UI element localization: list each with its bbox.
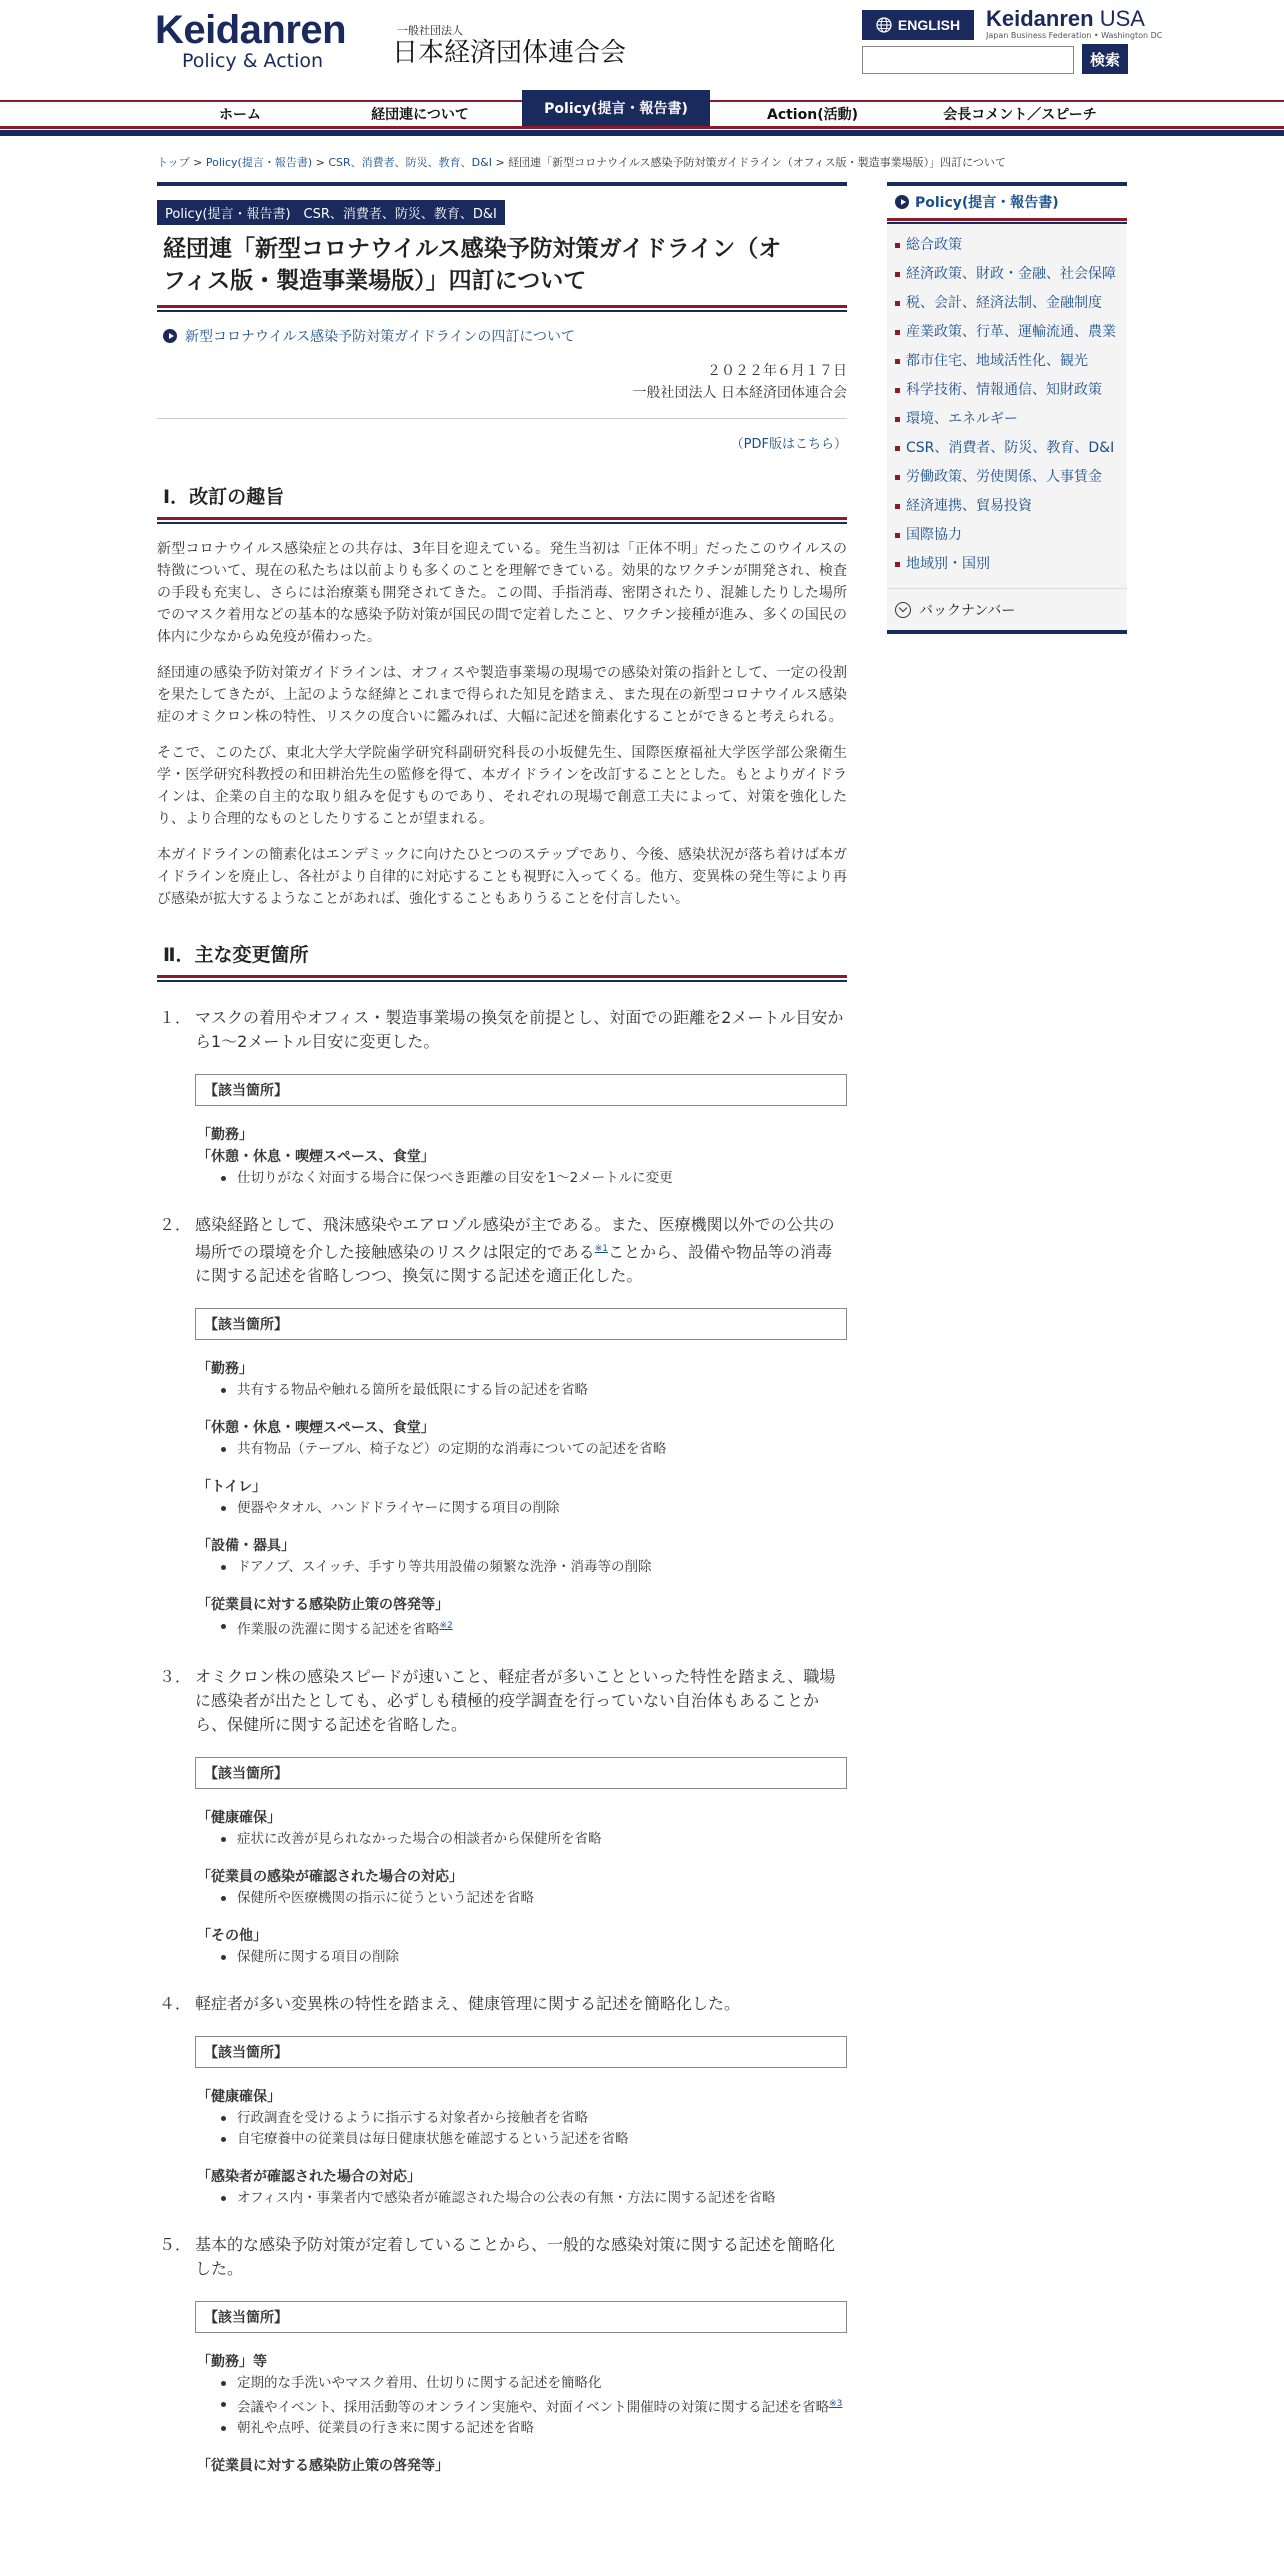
square-bullet-icon — [895, 446, 900, 451]
sidebar-item-labor[interactable] — [895, 466, 1119, 488]
breadcrumb-csr[interactable]: CSR、消費者、防災、教育、D&I — [328, 156, 492, 169]
sidebar-header-label: Policy(提言・報告書) — [915, 195, 1059, 211]
sidebar-bottom-rule — [887, 630, 1127, 634]
sidebar — [887, 182, 1127, 634]
site-header — [0, 0, 1284, 96]
item-text — [195, 1213, 847, 1288]
bullet-list — [217, 1947, 847, 1968]
applicable-box: 【該当箇所】 — [195, 2036, 847, 2068]
nav-policy[interactable]: Policy(提言・報告書) — [522, 90, 710, 126]
bullet-list — [217, 2373, 847, 2440]
list-item-text: 作業服の洗濯に関する記述を省略 — [237, 1621, 440, 1638]
nav-comments[interactable]: 会長コメント／スピーチ — [943, 107, 1097, 123]
category-label: Policy(提言・報告書) CSR、消費者、防災、教育、D&I — [157, 200, 505, 225]
item-number: ３． — [158, 1666, 191, 1686]
chevron-down-icon — [895, 602, 911, 618]
breadcrumb-sep: > — [189, 156, 206, 169]
sidebar-item-general[interactable] — [895, 234, 1119, 256]
bullet-list — [217, 1829, 847, 1850]
sidebar-list — [887, 224, 1127, 588]
breadcrumb-sep: > — [312, 156, 329, 169]
nav-about[interactable]: 経団連について — [371, 107, 469, 123]
list-item: 症状に改善が見られなかった場合の相談者から保健所を省略 — [217, 1829, 847, 1850]
section-2-title: Ⅱ．主な変更箇所 — [163, 944, 309, 966]
sub-heading: 「勤務」 — [197, 1127, 253, 1143]
page-title — [157, 233, 847, 297]
applicable-box: 【該当箇所】 — [195, 2301, 847, 2333]
divider — [157, 418, 847, 419]
sidebar-item-region[interactable] — [895, 553, 1119, 575]
sidebar-item-label[interactable]: 労働政策、労使関係、人事賃金 — [906, 469, 1102, 485]
section-1-title: Ⅰ．改訂の趣旨 — [163, 486, 285, 508]
keidanren-logo[interactable]: Keidanren — [155, 8, 347, 52]
item-text: 基本的な感染予防対策が定着していることから、一般的な感染対策に関する記述を簡略化した。 — [195, 2234, 836, 2278]
date-block — [157, 360, 847, 404]
square-bullet-icon — [895, 562, 900, 567]
globe-icon — [876, 17, 892, 33]
sidebar-item-label[interactable]: 経済連携、貿易投資 — [906, 498, 1032, 514]
title-line-2: フィス版・製造事業場版）」四訂について — [163, 268, 587, 294]
list-item: 保健所に関する項目の削除 — [217, 1947, 847, 1968]
list-item: 共有物品（テーブル、椅子など）の定期的な消毒についての記述を省略 — [217, 1439, 847, 1460]
related-link[interactable]: 新型コロナウイルス感染予防対策ガイドラインの四訂について — [185, 329, 576, 345]
sidebar-item-label[interactable]: CSR、消費者、防災、教育、D&I — [906, 440, 1115, 456]
pdf-link[interactable]: （PDF版はこちら） — [730, 437, 847, 452]
sidebar-item-label[interactable]: 地域別・国別 — [906, 556, 990, 572]
sidebar-item-label[interactable]: 国際協力 — [906, 527, 962, 543]
item-text: マスクの着用やオフィス・製造事業場の換気を前提とし、対面での距離を2メートル目安から1～2メートル目安に変更した。 — [195, 1008, 844, 1051]
nav-bottom-rule-navy — [0, 130, 1284, 136]
search-input[interactable] — [862, 46, 1074, 74]
logo-subtitle: Policy & Action — [182, 50, 324, 72]
sidebar-item-industry[interactable] — [895, 321, 1119, 343]
bullet-list — [217, 1439, 847, 1460]
sidebar-item-csr[interactable] — [895, 437, 1119, 459]
list-item: オフィス内・事業者内で感染者が確認された場合の公表の有無・方法に関する記述を省略 — [217, 2188, 847, 2209]
bullet-list — [217, 1888, 847, 1909]
sidebar-item-label[interactable]: 経済政策、財政・金融、社会保障 — [906, 266, 1116, 282]
paragraph-3: そこで、このたび、東北大学大学院歯学研究科副研究科長の小坂健先生、国際医療福祉大学医学部公衆衛生学・医学研究科教授の和田耕治先生の監修を得て、本ガイドラインを改訂することとした。もとよりガイドラインは、企業の自主的な取り組みを促すものであり、それぞれの現場で創意工夫によって、対策を強化したり、より合理的なものとしたりすることが望まれる。 — [157, 745, 847, 827]
breadcrumb-top[interactable]: トップ — [157, 156, 190, 169]
nav-bottom-rule-red — [0, 126, 1284, 129]
global-nav — [0, 96, 1284, 140]
square-bullet-icon — [895, 417, 900, 422]
section-1-rule — [157, 517, 847, 524]
square-bullet-icon — [895, 330, 900, 335]
list-item-text: 会議やイベント、採用活動等のオンライン実施や、対面イベント開催時の対策に関する記述を省略 — [237, 2399, 830, 2416]
item-number: ４． — [158, 1993, 191, 2013]
sub-heading: 「健康確保」 — [197, 1809, 281, 1826]
bullet-list — [217, 1380, 847, 1401]
arrow-circle-icon — [895, 195, 909, 209]
logo-jp[interactable]: 日本経済団体連合会 — [392, 38, 627, 68]
paragraph-2: 経団連の感染予防対策ガイドラインは、オフィスや製造事業場の現場での感染対策の指針として、一定の役割を果たしてきたが、上記のような経緯とこれまで得られた知見を踏まえ、また現在の新型コロナウイルス感染症のオミクロン株の特性、リスクの度合いに鑑みれば、大幅に記述を簡素化することができると考えられる。 — [157, 665, 847, 725]
footnote-link-2[interactable]: ※2 — [439, 1621, 453, 1632]
bullet-list — [217, 1616, 847, 1641]
change-item-5 — [157, 2233, 847, 2281]
sub-heading: 「健康確保」 — [197, 2088, 281, 2105]
sidebar-item-economy[interactable] — [895, 263, 1119, 285]
sub-heading: 「設備・器具」 — [197, 1538, 295, 1555]
sub-heading: 「従業員の感染が確認された場合の対応」 — [197, 1868, 463, 1885]
item-number: ５． — [158, 2234, 191, 2254]
list-item: 行政調査を受けるように指示する対象者から接触者を省略 — [217, 2108, 847, 2129]
search-button[interactable]: 検索 — [1082, 44, 1128, 74]
sidebar-item-label[interactable]: 科学技術、情報通信、知財政策 — [906, 382, 1102, 398]
usa-suffix: USA — [1099, 6, 1145, 31]
sidebar-item-label[interactable]: 税、会計、経済法制、金融制度 — [906, 295, 1102, 311]
change-item-2 — [157, 1213, 847, 1288]
list-item — [217, 1616, 847, 1641]
square-bullet-icon — [895, 388, 900, 393]
sidebar-header[interactable] — [887, 182, 1127, 218]
list-item — [217, 2394, 847, 2419]
bullet-list — [217, 1498, 847, 1519]
sub-heading: 「感染者が確認された場合の対応」 — [197, 2168, 421, 2185]
sub-heading: 「休憩・休息・喫煙スペース、食堂」 — [197, 1420, 435, 1437]
square-bullet-icon — [895, 243, 900, 248]
sub-heading: 「勤務」 — [197, 1361, 253, 1378]
arrow-circle-icon — [163, 329, 177, 343]
sub-heading: 「従業員に対する感染防止策の啓発等」 — [197, 1597, 449, 1614]
bullet-list — [217, 2188, 847, 2209]
square-bullet-icon — [895, 475, 900, 480]
square-bullet-icon — [895, 272, 900, 277]
applicable-box: 【該当箇所】 — [195, 1757, 847, 1789]
publish-date: ２０２２年６月１７日 — [707, 363, 847, 379]
list-item: 自宅療養中の従業員は毎日健康状態を確認するという記述を省略 — [217, 2129, 847, 2150]
list-item: 便器やタオル、ハンドドライヤーに関する項目の削除 — [217, 1498, 847, 1519]
list-item: 定期的な手洗いやマスク着用、仕切りに関する記述を簡略化 — [217, 2373, 847, 2394]
item-text: オミクロン株の感染スピードが速いこと、軽症者が多いことといった特性を踏まえ、職場に感染者が出たとしても、必ずしも積極的疫学調査を行っていない自治体もあることから、保健所に関する記述を省略した。 — [195, 1666, 836, 1734]
item-number: ２． — [158, 1215, 191, 1234]
item-text-b: ことから、設備や物品等の消毒に関する記述を省略しつつ、換気に関する記述を適正化した。 — [195, 1242, 832, 1286]
sidebar-item-trade[interactable] — [895, 495, 1119, 517]
sidebar-item-label[interactable]: 産業政策、行革、運輸流通、農業 — [906, 324, 1116, 340]
section-2-rule — [157, 975, 847, 982]
item-text-a: 感染経路として、飛沫感染やエアロゾル感染が主である。また、医療機関以外での公共の場所での環境を介した接触感染のリスクは限定的である — [195, 1215, 835, 1262]
sidebar-item-urban[interactable] — [895, 350, 1119, 372]
paragraph-1: 新型コロナウイルス感染症との共存は、3年目を迎えている。発生当初は「正体不明」だったこのウイルスの特徴について、現在の私たちは以前よりも多くのことを理解できている。効果的なワクチンが開発され、検査の手段も充実し、さらには治療薬も開発されてきた。この間、手指消毒、密閉されたり、混雑したりした場所でのマスク着用などの基本的な感染予防対策が国民の間で定着したこと、ワクチン接種が進み、多くの国民の体内に少なからぬ免疫が備わった。 — [157, 541, 847, 645]
back-numbers-label: バックナンバー — [919, 602, 1016, 619]
change-item-3 — [157, 1665, 847, 1737]
logo-jp-small: 一般社団法人 — [397, 24, 463, 37]
bullet-list — [217, 2108, 847, 2150]
sub-heading: 「休憩・休息・喫煙スペース、食堂」 — [197, 1149, 435, 1165]
bullet-list — [217, 1557, 847, 1578]
sidebar-item-label[interactable]: 総合政策 — [906, 237, 962, 253]
title-rule — [157, 305, 847, 312]
sidebar-item-intl[interactable] — [895, 524, 1119, 546]
main-content — [157, 182, 847, 2477]
sub-heading: 「勤務」等 — [197, 2353, 267, 2370]
list-item: 保健所や医療機関の指示に従うという記述を省略 — [217, 1888, 847, 1909]
square-bullet-icon — [895, 359, 900, 364]
breadcrumb-current: 経団連「新型コロナウイルス感染予防対策ガイドライン（オフィス版・製造事業場版）」四訂について — [508, 156, 1006, 169]
list-item: 朝礼や点呼、従業員の行き来に関する記述を省略 — [217, 2418, 847, 2439]
sub-heading: 「従業員に対する感染防止策の啓発等」 — [197, 2458, 449, 2475]
square-bullet-icon — [895, 301, 900, 306]
breadcrumb-sep: > — [491, 156, 509, 169]
square-bullet-icon — [895, 533, 900, 538]
related-link-row — [163, 326, 847, 346]
item-number: １． — [158, 1008, 191, 1027]
sidebar-item-science[interactable] — [895, 379, 1119, 401]
english-label: ENGLISH — [897, 17, 961, 33]
bullet-list — [217, 1168, 847, 1189]
breadcrumb — [157, 154, 1006, 170]
sub-heading: 「トイレ」 — [197, 1479, 267, 1496]
usa-brand: Keidanren — [986, 6, 1094, 31]
english-button[interactable] — [862, 10, 974, 40]
main-top-rule — [157, 182, 847, 186]
square-bullet-icon — [895, 504, 900, 509]
list-item: 仕切りがなく対面する場合に保つべき距離の目安を1～2メートルに変更 — [217, 1168, 847, 1189]
applicable-box: 【該当箇所】 — [195, 1074, 847, 1106]
nav-action[interactable]: Action(活動) — [766, 107, 858, 123]
footnote-link-1[interactable]: ※1 — [594, 1244, 608, 1254]
paragraph-4: 本ガイドラインの簡素化はエンデミックに向けたひとつのステップであり、今後、感染状況が落ち着けば本ガイドラインを廃止し、各社がより自律的に対応することも視野に入ってくる。他方、変異株の発生等により再び感染が拡大するようなことがあれば、強化することもありうることを付言したい。 — [157, 847, 847, 907]
publisher: 一般社団法人 日本経済団体連合会 — [632, 385, 847, 401]
back-numbers-toggle[interactable] — [887, 588, 1127, 630]
item-text: 軽症者が多い変異株の特性を踏まえ、健康管理に関する記述を簡略化した。 — [195, 1993, 740, 2013]
keidanren-usa-link[interactable] — [986, 6, 1162, 40]
list-item: ドアノブ、スイッチ、手すり等共用設備の頻繁な洗浄・消毒等の削除 — [217, 1557, 847, 1578]
sidebar-item-environment[interactable] — [895, 408, 1119, 430]
breadcrumb-policy[interactable]: Policy(提言・報告書) — [205, 156, 313, 169]
sidebar-item-label[interactable]: 環境、エネルギー — [906, 411, 1018, 427]
sidebar-item-label[interactable]: 都市住宅、地域活性化、観光 — [906, 353, 1088, 369]
sub-heading: 「その他」 — [197, 1927, 267, 1944]
usa-subtitle: Japan Business Federation • Washington DC — [986, 31, 1163, 40]
change-item-4 — [157, 1992, 847, 2016]
title-line-1: 経団連「新型コロナウイルス感染予防対策ガイドライン（オ — [163, 236, 782, 262]
nav-home[interactable]: ホーム — [219, 107, 261, 123]
applicable-box: 【該当箇所】 — [195, 1308, 847, 1340]
list-item: 共有する物品や触れる箇所を最低限にする旨の記述を省略 — [217, 1380, 847, 1401]
sidebar-item-tax[interactable] — [895, 292, 1119, 314]
change-item-1 — [157, 1006, 847, 1054]
footnote-link-3[interactable]: ※3 — [829, 2398, 843, 2409]
